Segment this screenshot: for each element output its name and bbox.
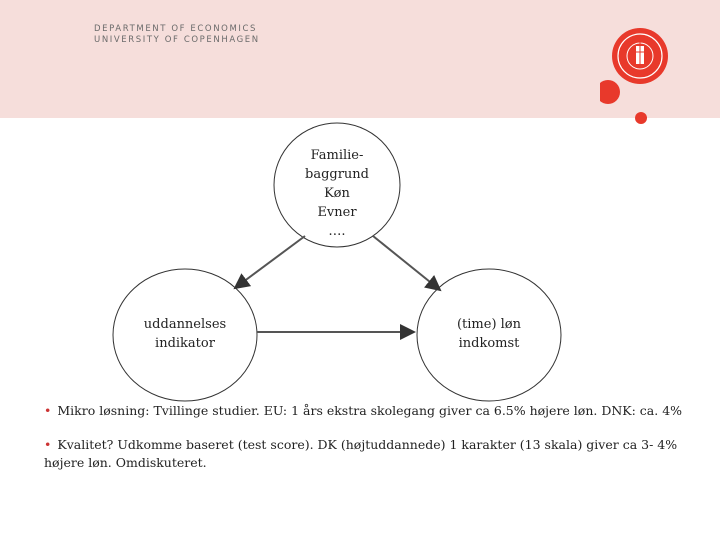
bullet-list [44,402,720,472]
bullet-icon: • [44,403,52,418]
right-node-line: (time) løn [456,317,522,332]
top-node-line: …. [328,224,346,239]
right-node-text [429,315,549,353]
bullet-text: Kvalitet? Udkomme baseret (test score). DK (højtuddannede) 1 karakter (13 skala) giver ca 3- 4% [57,437,678,452]
left-node-line: uddannelses [143,317,227,332]
bullet-item [44,402,720,420]
top-node-line: baggrund [305,167,369,182]
bullet-item [44,436,720,454]
bullet-icon: • [44,437,52,452]
top-node-line: Familie- [310,148,364,163]
arrow-top-to-left [235,236,305,288]
university-name: UNIVERSITY OF COPENHAGEN [94,35,260,45]
top-node-text [287,146,387,241]
right-node-line: indkomst [458,336,520,351]
bullet-text-continued: højere løn. Omdiskuteret. [44,455,207,470]
top-node-line: Køn [324,186,350,201]
department-name: DEPARTMENT OF ECONOMICS [94,24,258,34]
arrow-top-to-right [373,236,440,290]
left-node-line: indikator [155,336,215,351]
top-node-line: Evner [317,205,357,220]
left-node-text [125,315,245,353]
bullet-text: Mikro løsning: Tvillinge studier. EU: 1 års ekstra skolegang giver ca 6.5% højere løn. DNK: ca. 4% [57,403,683,418]
